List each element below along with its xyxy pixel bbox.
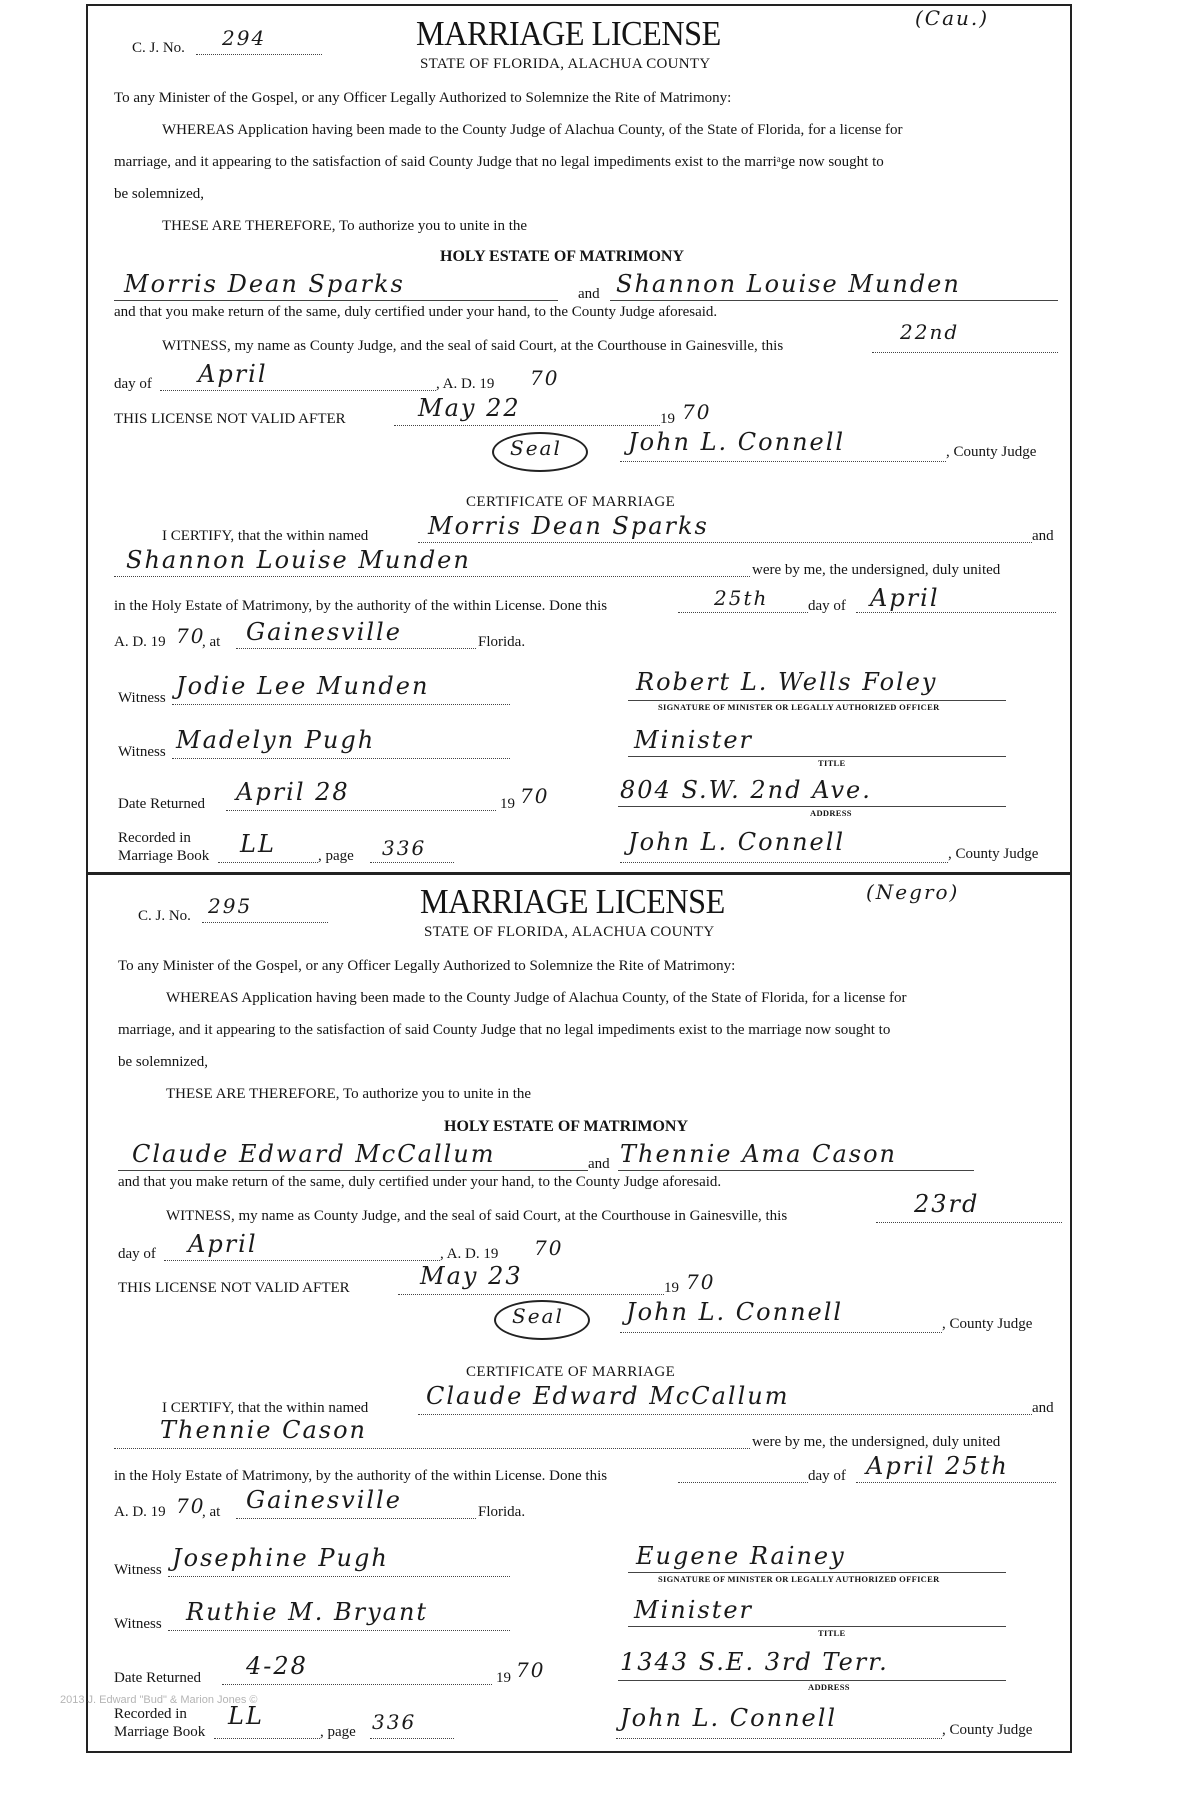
marriage-place-2: Gainesville — [246, 1486, 402, 1514]
certify-label-2: I CERTIFY, that the within named — [162, 1400, 369, 1416]
not-valid-date: May 22 — [418, 394, 521, 422]
book-id-2: LL — [228, 1702, 264, 1730]
license-year-2: 70 — [534, 1236, 564, 1260]
date-returned-2: 4-28 — [246, 1652, 308, 1680]
title-caption-2: TITLE — [818, 1628, 846, 1638]
witness-line: WITNESS, my name as County Judge, and the seal of said Court, at the Courthouse in Gainesville, this — [162, 338, 784, 354]
seal-text: Seal — [510, 436, 562, 460]
judge-label: , County Judge — [946, 444, 1037, 460]
witness2-signature: Madelyn Pugh — [176, 726, 376, 754]
recorded-in-label-2: Recorded in — [114, 1706, 187, 1722]
address-line-2: To any Minister of the Gospel, or any Officer Legally Authorized to Solemnize the Rite of Matrimony: — [118, 958, 736, 974]
cj-number-2: 295 — [208, 894, 253, 918]
whereas-line-1-2: WHEREAS Application having been made to the County Judge of Alachua County, of the State of Florida, for a license for — [166, 990, 907, 1006]
day-of-label-2: day of — [118, 1246, 156, 1262]
cj-label: C. J. No. — [132, 40, 185, 56]
officer-signature-2: Eugene Rainey — [636, 1542, 846, 1570]
cj-number: 294 — [222, 26, 267, 50]
ad-label: , A. D. 19 — [436, 376, 495, 392]
certificate-heading-2: CERTIFICATE OF MARRIAGE — [466, 1364, 676, 1380]
not-valid-year: 70 — [682, 400, 712, 424]
cert-day-of-label: day of — [808, 598, 846, 614]
copyright-watermark: 2013 J. Edward "Bud" & Marion Jones © — [60, 1694, 258, 1706]
united-label-2: were by me, the undersigned, duly united — [752, 1434, 1001, 1450]
cert-groom-name: Morris Dean Sparks — [428, 512, 709, 540]
recorded-in-label: Recorded in — [118, 830, 191, 846]
cert-bride-name: Shannon Louise Munden — [126, 546, 471, 574]
page-number: 336 — [382, 836, 427, 860]
holy-heading-2: HOLY ESTATE OF MATRIMONY — [444, 1118, 689, 1135]
address-caption-2: ADDRESS — [808, 1682, 850, 1692]
page-label-2: , page — [320, 1724, 356, 1740]
witness2-label: Witness — [118, 744, 166, 760]
officer-address: 804 S.W. 2nd Ave. — [620, 776, 872, 804]
witness1-label-2: Witness — [114, 1562, 162, 1578]
officer-title: Minister — [634, 726, 754, 754]
page-label: , page — [318, 848, 354, 864]
cj-label-2: C. J. No. — [138, 908, 191, 924]
cert-groom-name-2: Claude Edward McCallum — [426, 1382, 790, 1410]
cert-and-label: and — [1032, 528, 1054, 544]
cert-year: 70 — [176, 624, 206, 648]
therefore-line-2: THESE ARE THEREFORE, To authorize you to unite in the — [166, 1086, 532, 1102]
cert-month: April — [870, 584, 940, 612]
officer-title-2: Minister — [634, 1596, 754, 1624]
returned-year: 70 — [520, 784, 550, 808]
license-title-2: MARRIAGE LICENSE — [420, 882, 725, 921]
cert-and-label-2: and — [1032, 1400, 1054, 1416]
license-title: MARRIAGE LICENSE — [416, 14, 721, 53]
witness-day: 22nd — [900, 320, 960, 344]
done-day: 25th — [714, 586, 769, 610]
whereas-line-1: WHEREAS Application having been made to the County Judge of Alachua County, of the State of Florida, for a license for — [162, 122, 903, 138]
whereas-line-3-2: be solemnized, — [118, 1054, 208, 1070]
whereas-line-2-2: marriage, and it appearing to the satisfaction of said County Judge that no legal impediments exist to the marriage now sought to — [118, 1022, 891, 1038]
witness1-label: Witness — [118, 690, 166, 706]
judge-signature-2: John L. Connell — [626, 1298, 844, 1326]
not-valid-label: THIS LICENSE NOT VALID AFTER — [114, 411, 346, 427]
witness-day-2: 23rd — [914, 1190, 980, 1218]
license-month-2: April — [188, 1230, 258, 1258]
witness1-signature: Jodie Lee Munden — [176, 672, 430, 700]
at-label-2: , at — [202, 1504, 221, 1520]
groom-name: Morris Dean Sparks — [124, 270, 405, 298]
court-seal — [492, 432, 588, 472]
not-valid-year-2: 70 — [686, 1270, 716, 1294]
holy-heading: HOLY ESTATE OF MATRIMONY — [440, 248, 685, 265]
cert-bride-name-2: Thennie Cason — [160, 1416, 367, 1444]
cert-judge-label-2: , County Judge — [942, 1722, 1033, 1738]
court-seal-2 — [494, 1300, 590, 1340]
address-caption: ADDRESS — [810, 808, 852, 818]
united-label: were by me, the undersigned, duly united — [752, 562, 1001, 578]
cert-judge-signature: John L. Connell — [628, 828, 846, 856]
whereas-line-2: marriage, and it appearing to the satisfaction of said County Judge that no legal impediments exist to the marriᵃge now sought to — [114, 154, 884, 170]
groom-name-2: Claude Edward McCallum — [132, 1140, 496, 1168]
witness1-signature-2: Josephine Pugh — [172, 1544, 389, 1572]
return-line: and that you make return of the same, duly certified under your hand, to the County Judge aforesaid. — [114, 304, 718, 320]
date-returned-label: Date Returned — [118, 796, 206, 812]
therefore-line: THESE ARE THEREFORE, To authorize you to unite in the — [162, 218, 528, 234]
at-label: , at — [202, 634, 221, 650]
and-label: and — [578, 286, 600, 302]
date-returned: April 28 — [236, 778, 350, 806]
date-returned-label-2: Date Returned — [114, 1670, 202, 1686]
page-number-2: 336 — [372, 1710, 417, 1734]
witness2-label-2: Witness — [114, 1616, 162, 1632]
address-line: To any Minister of the Gospel, or any Officer Legally Authorized to Solemnize the Rite of Matrimony: — [114, 90, 732, 106]
cert-ad-label-2: A. D. 19 — [114, 1504, 166, 1520]
officer-caption: SIGNATURE OF MINISTER OR LEGALLY AUTHORIZED OFFICER — [658, 702, 940, 712]
officer-address-2: 1343 S.E. 3rd Terr. — [620, 1648, 889, 1676]
certificate-heading: CERTIFICATE OF MARRIAGE — [466, 494, 676, 510]
bride-name: Shannon Louise Munden — [616, 270, 961, 298]
cert-month-2: April 25th — [866, 1452, 1009, 1480]
witness-line-2: WITNESS, my name as County Judge, and the seal of said Court, at the Courthouse in Gainesville, this — [166, 1208, 788, 1224]
whereas-line-3: be solemnized, — [114, 186, 204, 202]
witness2-signature-2: Ruthie M. Bryant — [186, 1598, 429, 1626]
return-line-2: and that you make return of the same, duly certified under your hand, to the County Judge aforesaid. — [118, 1174, 722, 1190]
cert-judge-label: , County Judge — [948, 846, 1039, 862]
ad-label-2: , A. D. 19 — [440, 1246, 499, 1262]
judge-label-2: , County Judge — [942, 1316, 1033, 1332]
bride-name-2: Thennie Ama Cason — [620, 1140, 898, 1168]
marriage-book-label-2: Marriage Book — [114, 1724, 206, 1740]
cert-ad-label: A. D. 19 — [114, 634, 166, 650]
and-label-2: and — [588, 1156, 610, 1172]
seal-text-2: Seal — [512, 1304, 564, 1328]
florida-label-2: Florida. — [478, 1504, 526, 1520]
judge-signature: John L. Connell — [628, 428, 846, 456]
day-of-label: day of — [114, 376, 152, 392]
marriage-book-label: Marriage Book — [118, 848, 210, 864]
title-caption: TITLE — [818, 758, 846, 768]
florida-label: Florida. — [478, 634, 526, 650]
cert-year-2: 70 — [176, 1494, 206, 1518]
license-year: 70 — [530, 366, 560, 390]
license-subtitle-2: STATE OF FLORIDA, ALACHUA COUNTY — [424, 924, 715, 940]
corner-note: (Cau.) — [915, 6, 990, 30]
certify-label: I CERTIFY, that the within named — [162, 528, 369, 544]
holy-estate-line: in the Holy Estate of Matrimony, by the authority of the within License. Done this — [114, 598, 608, 614]
marriage-place: Gainesville — [246, 618, 402, 646]
license-subtitle: STATE OF FLORIDA, ALACHUA COUNTY — [420, 56, 711, 72]
returned-year-2: 70 — [516, 1658, 546, 1682]
officer-signature: Robert L. Wells Foley — [636, 668, 938, 696]
cert-judge-signature-2: John L. Connell — [620, 1704, 838, 1732]
book-id: LL — [240, 830, 276, 858]
corner-note-2: (Negro) — [866, 880, 960, 904]
not-valid-label-2: THIS LICENSE NOT VALID AFTER — [118, 1280, 350, 1296]
not-valid-date-2: May 23 — [420, 1262, 523, 1290]
officer-caption-2: SIGNATURE OF MINISTER OR LEGALLY AUTHORIZED OFFICER — [658, 1574, 940, 1584]
document-page: C. J. No. 294 MARRIAGE LICENSE (Cau.) STATE OF FLORIDA, ALACHUA COUNTY To any Minister of the Gospel, or any Officer Legally Authorized to Solemnize the Rite of Matrimony: WHEREAS Application having been made to the County Judge of Alachua County, of the State of Florida, for a license for marriage, and it appearing to the satisfaction of said County Judge that no legal impediments exist to the marriᵃge now sought to be solemnized, THESE ARE THEREFORE, To authorize you to unite in the HOLY ESTATE OF MATRIMONY Morris Dean Sparks and Shannon Louise Munden and that you make return of the same, duly certified under your hand, to the County Judge aforesaid. WITNESS, my name as County Judge, and the seal of said Court, at the Courthouse in Gainesville, this 22nd day of April , A. D. 19 70 THIS LICENSE NOT VALID AFTER May 22 19 70 Seal John L. Connell , County Judge CERTIFICATE OF MARRIAGE I CERTIFY, that the within named Morris Dean Sparks and Shannon Louise Munden were by me, the undersigned, duly united in the Holy Estate of Matrimony, by the authority of the within License. Done this 25th day of April A. D. 19 70 , at Gainesville Florida. Witness Jodie Lee Munden Robert L. Wells Foley SIGNATURE OF MINISTER OR LEGALLY AUTHORIZED OFFICER Witness Madelyn Pugh Minister TITLE Date Returned April 28 19 70 804 S.W. 2nd Ave. ADDRESS Recorded in Marriage Book LL , page 336 John L. Connell , County Judge C. J. No. 295 MARRIAGE LICENSE (Negro) STATE OF FLORIDA, ALACHUA COUNTY To any Minister of the Gospel, or any Officer Legally Authorized to Solemnize the Rite of Matrimony: WHEREAS Application having been made to the County Judge of Alachua County, of the State of Florida, for a license for marriage, and it appearing to the satisfaction of said County Judge that no legal impediments exist to the marriage now sought to be solemnized, THESE ARE THEREFORE, To authorize you to unite in the HOLY ESTATE OF MATRIMONY Claude Edward McCallum and Thennie Ama Cason and that you make return of the same, duly certified under your hand, to the County Judge aforesaid. WITNESS, my name as County Judge, and the seal of said Court, at the Courthouse in Gainesville, this 23rd day of April , A. D. 19 70 THIS LICENSE NOT VALID AFTER May 23 19 70 Seal John L. Connell , County Judge CERTIFICATE OF MARRIAGE I CERTIFY, that the within named Claude Edward McCallum and Thennie Cason were by me, the undersigned, duly united in the Holy Estate of Matrimony, by the authority of the within License. Done this day of April 25th A. D. 19 70 , at Gainesville Florida. Witness Josephine Pugh Eugene Rainey SIGNATURE OF MINISTER OR LEGALLY AUTHORIZED OFFICER Witness Ruthie M. Bryant Minister TITLE Date Returned 4-28 19 70 1343 S.E. 3rd Terr. ADDRESS Recorded in Marriage Book LL , page 336 John L. Connell , County Judge 2013 J. Edward "Bud" & Marion Jones © — [0, 0, 1200, 1796]
license-month: April — [198, 360, 268, 388]
cert-day-of-label-2: day of — [808, 1468, 846, 1484]
holy-estate-line-2: in the Holy Estate of Matrimony, by the authority of the within License. Done this — [114, 1468, 608, 1484]
